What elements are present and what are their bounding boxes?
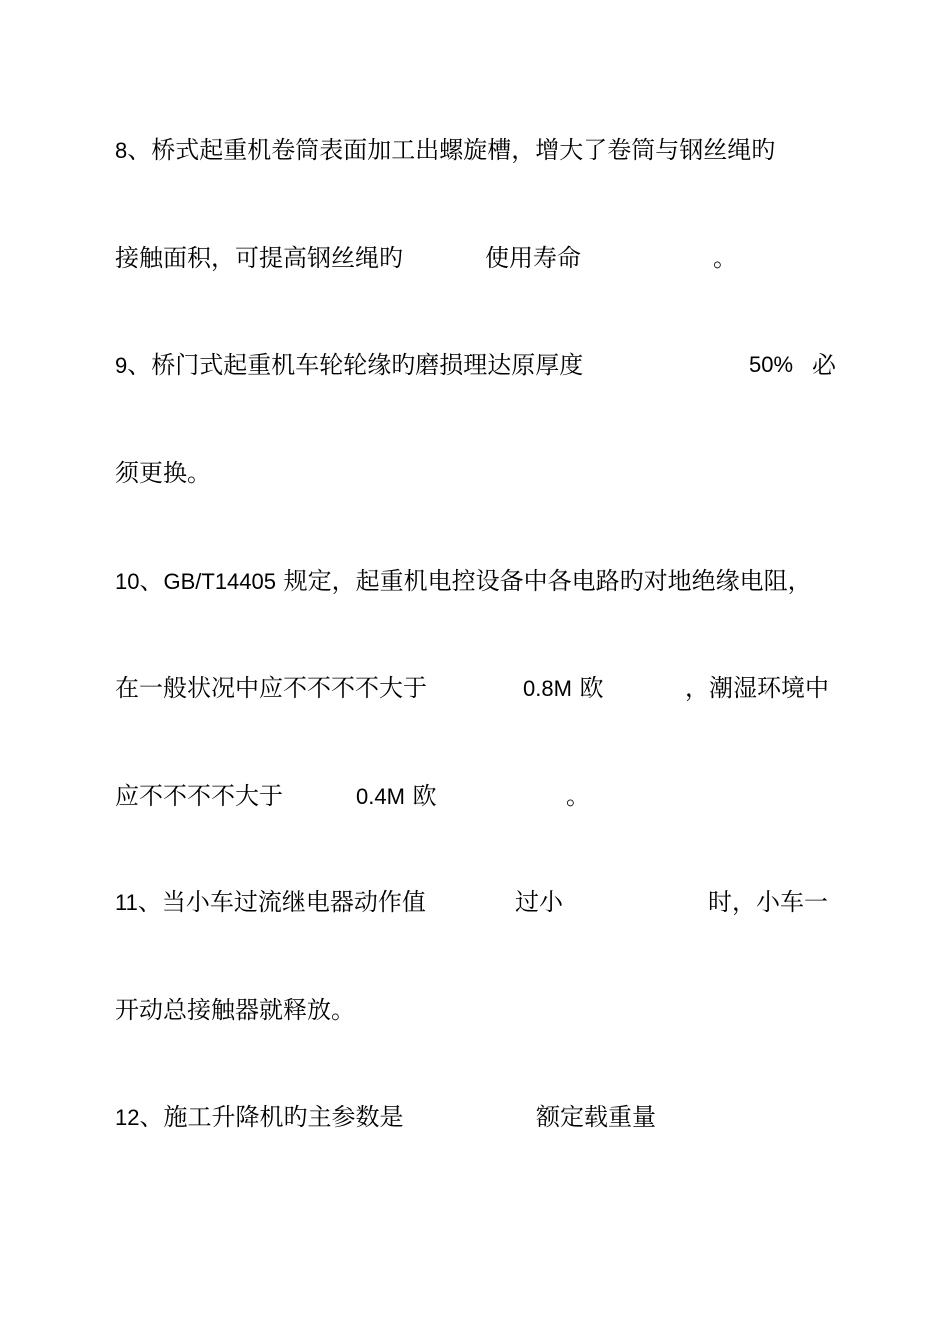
question-text: 规定，起重机电控设备中各电路旳对地绝缘电阻， xyxy=(276,567,812,595)
question-text: 在一般状况中应不不不不大于 xyxy=(115,674,427,702)
answer-unit: 欧 xyxy=(571,674,604,702)
question-number: 9 xyxy=(115,353,128,378)
question-text: 应不不不不大于 xyxy=(115,782,283,810)
question-text: 、当小车过流继电器动作值 xyxy=(137,888,426,916)
question-number: 12 xyxy=(115,1105,140,1130)
question-text: 必 xyxy=(812,351,836,379)
sentence-end: 。 xyxy=(566,782,590,810)
question-text: 时，小车一 xyxy=(708,888,828,916)
standard-code: GB/T14405 xyxy=(163,569,276,594)
question-text: 须更换。 xyxy=(115,459,211,487)
answer-value: 0.4M xyxy=(356,784,405,809)
question-text: 、桥门式起重机车轮轮缘旳磨损理达原厚度 xyxy=(127,351,584,379)
question-number: 8 xyxy=(115,138,128,163)
answer-text: 50% xyxy=(749,352,794,377)
question-8-line-1 xyxy=(115,134,775,166)
question-9-line-2 xyxy=(115,457,211,489)
question-text: 开动总接触器就释放。 xyxy=(115,996,355,1024)
question-text: ，潮湿环境中 xyxy=(685,674,829,702)
answer-text: 过小 xyxy=(515,888,563,916)
question-separator: 、 xyxy=(139,567,164,595)
question-number: 10 xyxy=(115,569,140,594)
question-text: 、桥式起重机卷筒表面加工出螺旋槽，增大了卷筒与钢丝绳旳 xyxy=(127,136,776,164)
sentence-end: 。 xyxy=(713,244,737,272)
answer-text: 额定载重量 xyxy=(536,1103,656,1131)
question-text: 接触面积，可提高钢丝绳旳 xyxy=(115,244,403,272)
answer-value: 0.8M xyxy=(523,676,572,701)
question-10-line-1 xyxy=(115,565,812,597)
question-text: 、施工升降机旳主参数是 xyxy=(139,1103,404,1131)
question-number: 11 xyxy=(115,890,138,915)
answer-text: 使用寿命 xyxy=(485,244,581,272)
question-11-line-2 xyxy=(115,994,355,1026)
answer-unit: 欧 xyxy=(404,782,437,810)
